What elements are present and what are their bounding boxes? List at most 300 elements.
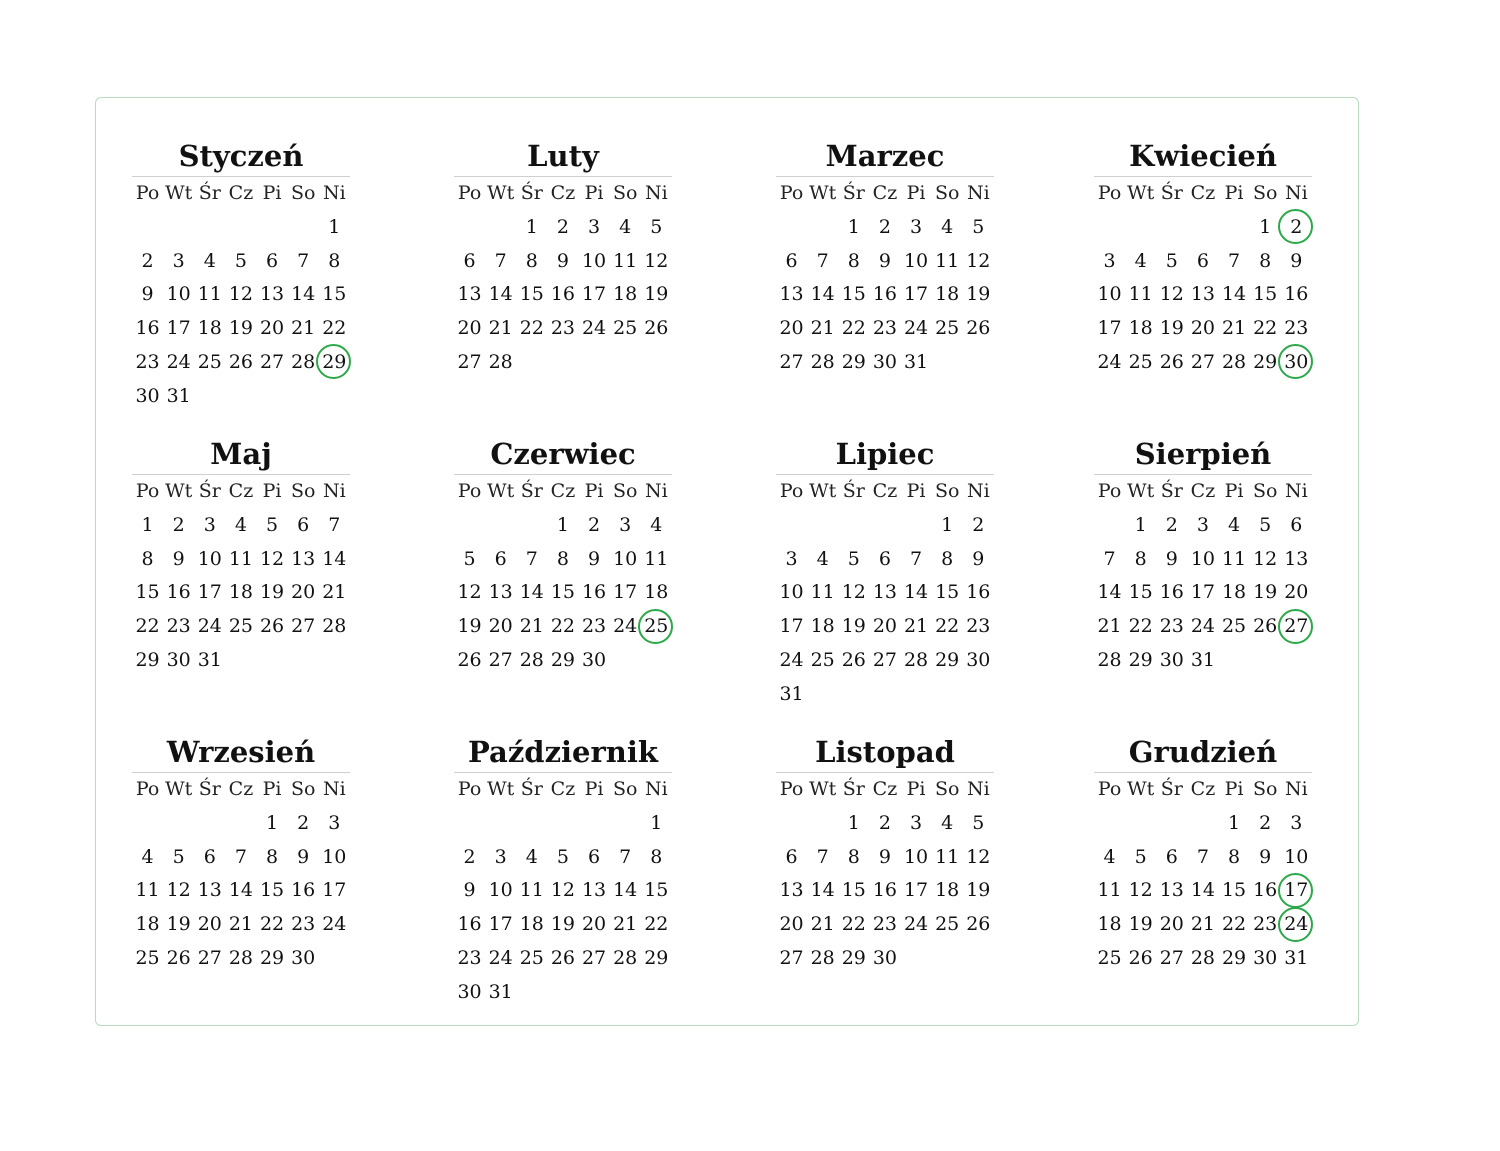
day-cell[interactable]: 18 <box>1221 581 1247 604</box>
day-cell[interactable]: 29 <box>135 648 160 671</box>
day-cell[interactable]: 11 <box>228 547 254 570</box>
day-cell[interactable]: 20 <box>779 913 804 936</box>
day-cell[interactable]: 7 <box>1228 249 1241 272</box>
day-cell[interactable]: 20 <box>779 317 804 340</box>
day-cell[interactable]: 3 <box>1103 249 1116 272</box>
day-cell[interactable]: 24 <box>613 615 638 638</box>
day-cell[interactable]: 23 <box>166 615 191 638</box>
day-cell[interactable]: 7 <box>494 249 507 272</box>
day-cell[interactable]: 24 <box>322 913 347 936</box>
day-cell[interactable]: 28 <box>291 350 316 373</box>
day-cell[interactable]: 7 <box>816 249 829 272</box>
day-cell[interactable]: 15 <box>1253 283 1278 306</box>
day-cell[interactable]: 24 <box>779 648 804 671</box>
day-cell[interactable]: 22 <box>1221 913 1247 936</box>
day-cell[interactable]: 29 <box>1128 648 1153 671</box>
day-cell[interactable]: 25 <box>197 350 222 373</box>
day-cell[interactable]: 17 <box>197 581 222 604</box>
day-cell[interactable]: 8 <box>650 845 663 868</box>
day-cell[interactable]: 9 <box>1259 845 1272 868</box>
day-cell[interactable]: 3 <box>619 513 632 536</box>
day-cell[interactable]: 30 <box>135 384 160 407</box>
day-cell[interactable]: 6 <box>203 845 216 868</box>
day-cell[interactable]: 2 <box>556 215 569 238</box>
day-cell[interactable]: 10 <box>1284 845 1309 868</box>
day-cell[interactable]: 3 <box>785 547 798 570</box>
day-cell[interactable]: 22 <box>1253 317 1278 340</box>
day-cell[interactable]: 15 <box>841 283 866 306</box>
day-cell[interactable]: 29 <box>1253 350 1278 373</box>
day-cell[interactable]: 14 <box>519 581 544 604</box>
day-cell[interactable]: 17 <box>903 283 929 306</box>
day-cell[interactable]: 11 <box>810 581 835 604</box>
day-cell[interactable]: 17 <box>613 581 638 604</box>
day-cell[interactable]: 22 <box>935 615 960 638</box>
day-cell[interactable]: 19 <box>550 913 576 936</box>
day-cell[interactable]: 9 <box>297 845 310 868</box>
day-cell[interactable]: 13 <box>291 547 316 570</box>
day-cell[interactable]: 26 <box>1253 615 1278 638</box>
day-cell[interactable]: 19 <box>966 879 991 902</box>
day-cell[interactable]: 29 <box>841 350 866 373</box>
day-cell[interactable]: 11 <box>197 283 222 306</box>
day-cell[interactable]: 6 <box>785 845 798 868</box>
day-cell[interactable]: 13 <box>197 879 222 902</box>
day-cell[interactable]: 9 <box>588 547 601 570</box>
day-cell[interactable]: 4 <box>525 845 538 868</box>
day-cell[interactable]: 27 <box>872 648 898 671</box>
day-cell[interactable]: 10 <box>197 547 222 570</box>
day-cell[interactable]: 26 <box>966 913 991 936</box>
day-cell[interactable]: 27 <box>457 350 482 373</box>
day-cell[interactable]: 17 <box>903 879 929 902</box>
day-cell[interactable]: 28 <box>228 946 254 969</box>
day-cell[interactable]: 7 <box>816 845 829 868</box>
day-cell[interactable]: 28 <box>1097 648 1122 671</box>
day-cell[interactable]: 6 <box>266 249 279 272</box>
day-cell[interactable]: 28 <box>810 946 835 969</box>
day-cell[interactable]: 9 <box>972 547 985 570</box>
day-cell[interactable]: 15 <box>841 879 866 902</box>
day-cell[interactable]: 13 <box>779 283 804 306</box>
day-cell[interactable]: 17 <box>166 317 191 340</box>
day-cell[interactable]: 15 <box>259 879 285 902</box>
day-cell[interactable]: 27 <box>779 350 804 373</box>
day-cell[interactable]: 1 <box>847 215 860 238</box>
day-cell[interactable]: 12 <box>259 547 285 570</box>
day-cell[interactable]: 3 <box>172 249 185 272</box>
day-cell[interactable]: 3 <box>494 845 507 868</box>
day-cell[interactable]: 30 <box>291 946 316 969</box>
day-cell[interactable]: 18 <box>613 283 638 306</box>
day-cell[interactable]: 3 <box>328 811 341 834</box>
day-cell[interactable]: 26 <box>1128 946 1153 969</box>
day-cell[interactable]: 10 <box>322 845 347 868</box>
day-cell[interactable]: 29 <box>644 946 669 969</box>
day-cell[interactable]: 20 <box>1190 317 1216 340</box>
day-cell[interactable]: 5 <box>172 845 185 868</box>
day-cell-circled[interactable]: 27 <box>1281 610 1312 644</box>
day-cell[interactable]: 3 <box>1290 811 1303 834</box>
day-cell[interactable]: 1 <box>941 513 954 536</box>
day-cell[interactable]: 14 <box>322 547 347 570</box>
day-cell[interactable]: 19 <box>644 283 669 306</box>
day-cell[interactable]: 31 <box>197 648 222 671</box>
day-cell[interactable]: 27 <box>1159 946 1184 969</box>
day-cell[interactable]: 28 <box>488 350 513 373</box>
day-cell[interactable]: 3 <box>910 215 923 238</box>
day-cell[interactable]: 31 <box>1190 648 1216 671</box>
day-cell[interactable]: 12 <box>966 845 991 868</box>
day-cell[interactable]: 13 <box>457 283 482 306</box>
day-cell[interactable]: 25 <box>1097 946 1122 969</box>
day-cell[interactable]: 24 <box>1190 615 1216 638</box>
day-cell[interactable]: 4 <box>1228 513 1241 536</box>
day-cell[interactable]: 4 <box>941 811 954 834</box>
day-cell[interactable]: 12 <box>966 249 991 272</box>
day-cell[interactable]: 9 <box>141 283 154 306</box>
day-cell[interactable]: 30 <box>581 648 607 671</box>
day-cell[interactable]: 7 <box>619 845 632 868</box>
day-cell[interactable]: 6 <box>1196 249 1209 272</box>
day-cell[interactable]: 14 <box>1221 283 1247 306</box>
day-cell[interactable]: 20 <box>488 615 513 638</box>
day-cell[interactable]: 8 <box>941 547 954 570</box>
day-cell[interactable]: 26 <box>550 946 576 969</box>
day-cell[interactable]: 5 <box>556 845 569 868</box>
day-cell[interactable]: 7 <box>910 547 923 570</box>
day-cell[interactable]: 14 <box>1097 581 1122 604</box>
day-cell[interactable]: 9 <box>1290 249 1303 272</box>
day-cell[interactable]: 11 <box>1097 879 1122 902</box>
day-cell[interactable]: 30 <box>1253 946 1278 969</box>
day-cell[interactable]: 2 <box>297 811 310 834</box>
day-cell-circled[interactable]: 17 <box>1281 874 1312 908</box>
day-cell[interactable]: 4 <box>203 249 216 272</box>
day-cell[interactable]: 31 <box>1284 946 1309 969</box>
day-cell[interactable]: 16 <box>872 283 898 306</box>
day-cell[interactable]: 29 <box>259 946 285 969</box>
day-cell[interactable]: 11 <box>644 547 669 570</box>
day-cell[interactable]: 25 <box>228 615 254 638</box>
day-cell[interactable]: 15 <box>1221 879 1247 902</box>
day-cell[interactable]: 13 <box>581 879 607 902</box>
day-cell[interactable]: 22 <box>1128 615 1153 638</box>
day-cell[interactable]: 20 <box>291 581 316 604</box>
day-cell-circled[interactable]: 2 <box>1281 211 1312 245</box>
day-cell[interactable]: 20 <box>1284 581 1309 604</box>
day-cell[interactable]: 2 <box>1165 513 1178 536</box>
day-cell[interactable]: 16 <box>966 581 991 604</box>
day-cell-circled[interactable]: 29 <box>319 346 350 380</box>
day-cell[interactable]: 28 <box>613 946 638 969</box>
day-cell[interactable]: 7 <box>1196 845 1209 868</box>
day-cell[interactable]: 29 <box>550 648 576 671</box>
day-cell[interactable]: 8 <box>525 249 538 272</box>
day-cell[interactable]: 3 <box>203 513 216 536</box>
day-cell[interactable]: 6 <box>785 249 798 272</box>
day-cell[interactable]: 25 <box>810 648 835 671</box>
day-cell[interactable]: 22 <box>841 317 866 340</box>
day-cell[interactable]: 29 <box>1221 946 1247 969</box>
day-cell[interactable]: 24 <box>903 317 929 340</box>
day-cell[interactable]: 27 <box>1190 350 1216 373</box>
day-cell[interactable]: 13 <box>488 581 513 604</box>
day-cell[interactable]: 15 <box>550 581 576 604</box>
day-cell[interactable]: 9 <box>878 249 891 272</box>
day-cell[interactable]: 2 <box>588 513 601 536</box>
day-cell[interactable]: 25 <box>935 317 960 340</box>
day-cell[interactable]: 14 <box>810 283 835 306</box>
day-cell[interactable]: 1 <box>1228 811 1241 834</box>
day-cell[interactable]: 16 <box>457 913 482 936</box>
day-cell[interactable]: 14 <box>228 879 254 902</box>
day-cell[interactable]: 26 <box>228 350 254 373</box>
day-cell[interactable]: 24 <box>1097 350 1122 373</box>
day-cell[interactable]: 2 <box>172 513 185 536</box>
day-cell[interactable]: 10 <box>903 845 929 868</box>
day-cell[interactable]: 28 <box>1190 946 1216 969</box>
day-cell[interactable]: 20 <box>457 317 482 340</box>
day-cell[interactable]: 18 <box>1097 913 1122 936</box>
day-cell[interactable]: 18 <box>810 615 835 638</box>
day-cell[interactable]: 16 <box>872 879 898 902</box>
day-cell[interactable]: 17 <box>1190 581 1216 604</box>
day-cell[interactable]: 23 <box>1253 913 1278 936</box>
day-cell[interactable]: 7 <box>328 513 341 536</box>
day-cell[interactable]: 26 <box>841 648 866 671</box>
day-cell[interactable]: 26 <box>644 317 669 340</box>
day-cell[interactable]: 28 <box>810 350 835 373</box>
day-cell[interactable]: 10 <box>166 283 191 306</box>
day-cell[interactable]: 21 <box>810 317 835 340</box>
day-cell[interactable]: 9 <box>172 547 185 570</box>
day-cell[interactable]: 10 <box>779 581 804 604</box>
day-cell[interactable]: 13 <box>1190 283 1216 306</box>
day-cell[interactable]: 30 <box>166 648 191 671</box>
day-cell[interactable]: 9 <box>1165 547 1178 570</box>
day-cell[interactable]: 5 <box>847 547 860 570</box>
day-cell[interactable]: 23 <box>135 350 160 373</box>
day-cell[interactable]: 20 <box>1159 913 1184 936</box>
day-cell[interactable]: 4 <box>1103 845 1116 868</box>
day-cell[interactable]: 1 <box>141 513 154 536</box>
day-cell[interactable]: 7 <box>1103 547 1116 570</box>
day-cell[interactable]: 12 <box>228 283 254 306</box>
day-cell[interactable]: 23 <box>966 615 991 638</box>
day-cell[interactable]: 22 <box>644 913 669 936</box>
day-cell[interactable]: 17 <box>488 913 513 936</box>
day-cell[interactable]: 21 <box>322 581 347 604</box>
day-cell[interactable]: 21 <box>488 317 513 340</box>
day-cell[interactable]: 2 <box>878 811 891 834</box>
day-cell[interactable]: 18 <box>935 283 960 306</box>
day-cell[interactable]: 24 <box>488 946 513 969</box>
day-cell[interactable]: 21 <box>903 615 929 638</box>
day-cell[interactable]: 23 <box>291 913 316 936</box>
day-cell[interactable]: 22 <box>841 913 866 936</box>
day-cell[interactable]: 23 <box>550 317 576 340</box>
day-cell[interactable]: 4 <box>141 845 154 868</box>
day-cell[interactable]: 13 <box>872 581 898 604</box>
day-cell[interactable]: 26 <box>1159 350 1184 373</box>
day-cell[interactable]: 2 <box>1259 811 1272 834</box>
day-cell[interactable]: 10 <box>903 249 929 272</box>
day-cell[interactable]: 5 <box>1165 249 1178 272</box>
day-cell[interactable]: 15 <box>322 283 347 306</box>
day-cell[interactable]: 1 <box>556 513 569 536</box>
day-cell[interactable]: 31 <box>166 384 191 407</box>
day-cell[interactable]: 19 <box>966 283 991 306</box>
day-cell[interactable]: 10 <box>488 879 513 902</box>
day-cell[interactable]: 16 <box>1253 879 1278 902</box>
day-cell[interactable]: 22 <box>550 615 576 638</box>
day-cell[interactable]: 10 <box>1097 283 1122 306</box>
day-cell[interactable]: 26 <box>259 615 285 638</box>
day-cell[interactable]: 14 <box>1190 879 1216 902</box>
day-cell[interactable]: 3 <box>588 215 601 238</box>
day-cell[interactable]: 21 <box>613 913 638 936</box>
day-cell[interactable]: 6 <box>494 547 507 570</box>
day-cell[interactable]: 14 <box>613 879 638 902</box>
day-cell[interactable]: 26 <box>966 317 991 340</box>
day-cell[interactable]: 8 <box>847 249 860 272</box>
day-cell[interactable]: 21 <box>1190 913 1216 936</box>
day-cell[interactable]: 31 <box>903 350 929 373</box>
day-cell[interactable]: 15 <box>935 581 960 604</box>
day-cell[interactable]: 14 <box>903 581 929 604</box>
day-cell[interactable]: 18 <box>644 581 669 604</box>
day-cell[interactable]: 4 <box>816 547 829 570</box>
day-cell[interactable]: 19 <box>1253 581 1278 604</box>
day-cell[interactable]: 19 <box>259 581 285 604</box>
day-cell[interactable]: 12 <box>1159 283 1184 306</box>
day-cell[interactable]: 2 <box>463 845 476 868</box>
day-cell[interactable]: 25 <box>135 946 160 969</box>
day-cell[interactable]: 9 <box>463 879 476 902</box>
day-cell[interactable]: 21 <box>291 317 316 340</box>
day-cell-circled[interactable]: 25 <box>641 610 672 644</box>
day-cell[interactable]: 5 <box>1259 513 1272 536</box>
day-cell[interactable]: 15 <box>519 283 544 306</box>
day-cell[interactable]: 23 <box>581 615 607 638</box>
day-cell[interactable]: 14 <box>291 283 316 306</box>
day-cell[interactable]: 19 <box>841 615 866 638</box>
day-cell[interactable]: 16 <box>550 283 576 306</box>
day-cell[interactable]: 8 <box>847 845 860 868</box>
day-cell[interactable]: 16 <box>135 317 160 340</box>
day-cell[interactable]: 2 <box>878 215 891 238</box>
day-cell[interactable]: 20 <box>581 913 607 936</box>
day-cell[interactable]: 4 <box>650 513 663 536</box>
day-cell[interactable]: 22 <box>519 317 544 340</box>
day-cell[interactable]: 1 <box>650 811 663 834</box>
day-cell[interactable]: 19 <box>1159 317 1184 340</box>
day-cell[interactable]: 11 <box>1221 547 1247 570</box>
day-cell[interactable]: 5 <box>463 547 476 570</box>
day-cell[interactable]: 1 <box>328 215 341 238</box>
day-cell[interactable]: 21 <box>1097 615 1122 638</box>
day-cell[interactable]: 27 <box>779 946 804 969</box>
day-cell[interactable]: 6 <box>463 249 476 272</box>
day-cell[interactable]: 28 <box>1221 350 1247 373</box>
day-cell[interactable]: 15 <box>135 581 160 604</box>
day-cell[interactable]: 6 <box>878 547 891 570</box>
day-cell[interactable]: 2 <box>972 513 985 536</box>
day-cell[interactable]: 12 <box>1128 879 1153 902</box>
day-cell[interactable]: 8 <box>1259 249 1272 272</box>
day-cell[interactable]: 23 <box>1284 317 1309 340</box>
day-cell[interactable]: 26 <box>457 648 482 671</box>
day-cell[interactable]: 14 <box>488 283 513 306</box>
day-cell[interactable]: 22 <box>322 317 347 340</box>
day-cell[interactable]: 12 <box>841 581 866 604</box>
day-cell[interactable]: 26 <box>166 946 191 969</box>
day-cell[interactable]: 21 <box>519 615 544 638</box>
day-cell[interactable]: 31 <box>779 682 804 705</box>
day-cell[interactable]: 9 <box>556 249 569 272</box>
day-cell[interactable]: 27 <box>259 350 285 373</box>
day-cell[interactable]: 1 <box>525 215 538 238</box>
day-cell[interactable]: 6 <box>588 845 601 868</box>
day-cell[interactable]: 19 <box>1128 913 1153 936</box>
day-cell[interactable]: 30 <box>966 648 991 671</box>
day-cell[interactable]: 12 <box>457 581 482 604</box>
day-cell[interactable]: 30 <box>1159 648 1184 671</box>
day-cell[interactable]: 29 <box>935 648 960 671</box>
day-cell[interactable]: 30 <box>872 350 898 373</box>
day-cell[interactable]: 27 <box>581 946 607 969</box>
day-cell[interactable]: 13 <box>1284 547 1309 570</box>
day-cell[interactable]: 3 <box>1196 513 1209 536</box>
day-cell[interactable]: 5 <box>972 811 985 834</box>
day-cell[interactable]: 28 <box>322 615 347 638</box>
day-cell[interactable]: 16 <box>581 581 607 604</box>
day-cell[interactable]: 21 <box>228 913 254 936</box>
day-cell[interactable]: 6 <box>1165 845 1178 868</box>
day-cell[interactable]: 25 <box>613 317 638 340</box>
day-cell[interactable]: 11 <box>613 249 638 272</box>
day-cell[interactable]: 8 <box>328 249 341 272</box>
day-cell[interactable]: 22 <box>135 615 160 638</box>
day-cell[interactable]: 4 <box>941 215 954 238</box>
day-cell[interactable]: 16 <box>1284 283 1309 306</box>
day-cell[interactable]: 11 <box>935 845 960 868</box>
day-cell[interactable]: 13 <box>779 879 804 902</box>
day-cell[interactable]: 8 <box>1228 845 1241 868</box>
day-cell[interactable]: 11 <box>135 879 160 902</box>
day-cell[interactable]: 9 <box>878 845 891 868</box>
day-cell[interactable]: 12 <box>166 879 191 902</box>
day-cell[interactable]: 6 <box>297 513 310 536</box>
day-cell[interactable]: 6 <box>1290 513 1303 536</box>
day-cell[interactable]: 23 <box>872 317 898 340</box>
day-cell[interactable]: 18 <box>228 581 254 604</box>
day-cell[interactable]: 18 <box>197 317 222 340</box>
day-cell-circled[interactable]: 24 <box>1281 908 1312 942</box>
day-cell-circled[interactable]: 30 <box>1281 346 1312 380</box>
day-cell[interactable]: 13 <box>1159 879 1184 902</box>
day-cell[interactable]: 12 <box>550 879 576 902</box>
day-cell[interactable]: 23 <box>457 946 482 969</box>
day-cell[interactable]: 23 <box>872 913 898 936</box>
day-cell[interactable]: 5 <box>650 215 663 238</box>
day-cell[interactable]: 7 <box>297 249 310 272</box>
day-cell[interactable]: 8 <box>1134 547 1147 570</box>
day-cell[interactable]: 18 <box>935 879 960 902</box>
day-cell[interactable]: 1 <box>266 811 279 834</box>
day-cell[interactable]: 16 <box>1159 581 1184 604</box>
